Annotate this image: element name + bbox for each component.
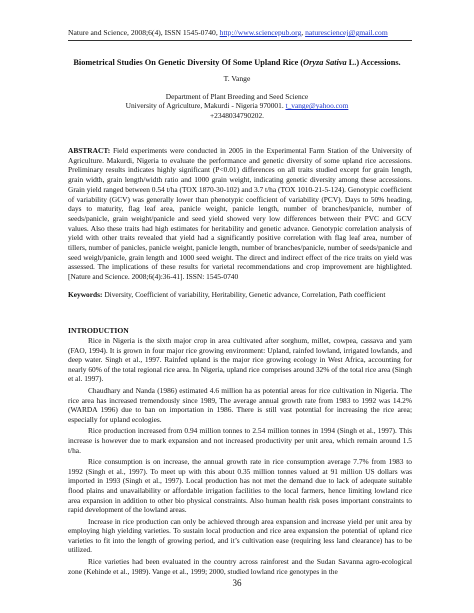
abstract-label: ABSTRACT: [68,146,111,155]
header-separator: , [301,28,306,37]
affiliation [60,92,414,120]
page-number: 36 [232,578,242,588]
journal-citation: Nature and Science, 2008;6(4), ISSN 1545-0740, [68,28,220,37]
title-text-end: L.) Accessions. [346,58,401,67]
paragraph: Increase in rice production can only be achieved through area expansion and increase yield per unit area by employing high yielding varieties. To sustain local production and rice area expansion the potential of upland rice varieties to fit into the length of growing period, and it’s cultivation ease (requiring less land clearance) has to be utilized. [68,516,412,555]
keywords [68,290,412,300]
keywords-label: Keywords: [68,290,103,299]
paper-title [60,58,414,67]
introduction-body [68,336,412,578]
author-email-link[interactable]: t_vange@yahoo.com [285,101,349,111]
paragraph: Rice production increased from 0.94 million tonnes to 2.54 million tonnes in 1994 (Singh et al., 1997). This increase is however due to mark expansion and not increased productivity per unit area, which remain around 1.5 t/ha. [68,426,412,455]
keywords-text: Diversity, Coefficient of variability, Heritability, Genetic advance, Correlation, Path coefficient [102,290,386,299]
running-header [68,28,428,37]
abstract [68,146,412,282]
title-species: Oryza Sativa [303,58,347,67]
paragraph: Rice in Nigeria is the sixth major crop in area cultivated after sorghum, millet, cowpea, cassava and yam (FAO, 1994). It is grown in four major rice growing environment: Upland, rainfed lowland, irrigated lowlands, and deep water. Singh et al., 1997. Rainfed upland is the major rice growing ecology in West Africa, accounting for nearly 60% of the total regional rice area. In Nigeria, upland rice comprises around 32% of the total rice area (Singh et al. 1997). [68,336,412,384]
affiliation-phone: +2348034790202. [209,110,265,120]
paragraph: Rice varieties had been evaluated in the country across rainforest and the Sudan Savanna agro-ecological zone (Kehinde et al., 1989). Vange et al., 1999; 2000, studied lowland rice genotypes in the [68,557,412,576]
author-name: T. Vange [223,74,251,83]
introduction-heading: INTRODUCTION [68,326,129,335]
paragraph: Chaudhary and Nanda (1986) estimated 4.6 million ha as potential areas for rice cultivation in Nigeria. The rice area has increased tremendously since 1989, The average annual growth rate from 1983 to 1992 was 14.2% (WARDA 1996) due to ban on importation in 1986. There is still vast potential for increasing the rice area; especially for upland ecologies. [68,385,412,424]
affiliation-dept: Department of Plant Breeding and Seed Science [165,92,309,101]
paragraph: Rice consumption is on increase, the annual growth rate in rice consumption average 7.7% from 1983 to 1992 (Singh et al., 1997). To meet up with this about 0.35 million tonnes valued at 91 million US dollars was imported in 1993 (Singh et al., 1997). Local production has not met the demand due to lack of adequate suitable flood plains and unavailability or affordable irrigation facilities to the local farmers, hence limiting lowland rice area expansion in addition to other bio physical constraints. Also human health risk poses important constraints to rapid development of the lowland areas. [68,457,412,515]
affiliation-univ [60,101,414,110]
journal-link[interactable]: http://www.sciencepub.org [219,28,302,37]
header-rule [68,40,412,41]
journal-email-link[interactable]: naturesciencej@gmail.com [305,28,388,37]
title-text: Biometrical Studies On Genetic Diversity Of Some Upland Rice ( [73,58,304,67]
abstract-text: Field experiments were conducted in 2005 in the Experimental Farm Station of the University of Agriculture. Makurdi, Nigeria to evaluate the performance and genetic diversity of some upland rice accessions. Preliminary results indicates highly significant (P<0.01) differences on all traits studied except for grain length, grain width, grain length/width ratio and 1000 grain weight, indicating genetic diversity among these accessions. Grain yield ranged between 0.54 t/ha (TOX 1870-30-102) and 3.7 t/ha (TOX 1010-21-5-124). Genotypic coefficient of variability (GCV) was generally lower than phenotypic coefficient of variability (PCV). Days to 50% heading, days to maturity, flag leaf area, panicle weight, panicle length, number of branches/panicle, number of seeds/panicle, grain weight/panicle and seed yield showed very low differences between their PVC and GCV values. Also these traits had high estimates for heritability and genetic advance. Genotypic correlation analysis of yield with other traits revealed that yield had a significantly positive correlation with flag leaf area, number of tillers, number of panicles, panicle weight, panicle length, number of branches/panicle, number of seeds/panicle and seed weigh/panicle, grain length and 1000 seed weight. The direct and indirect effect of the rice traits on yield was assessed. The implications of these results for varietal recommendations and crop improvement are highlighted. [Nature and Science. 2008;6(4):36-41]. ISSN: 1545-0740 [68,146,412,282]
affiliation-univ-text: University of Agriculture, Makurdi - Nigeria 970001. [125,101,286,111]
